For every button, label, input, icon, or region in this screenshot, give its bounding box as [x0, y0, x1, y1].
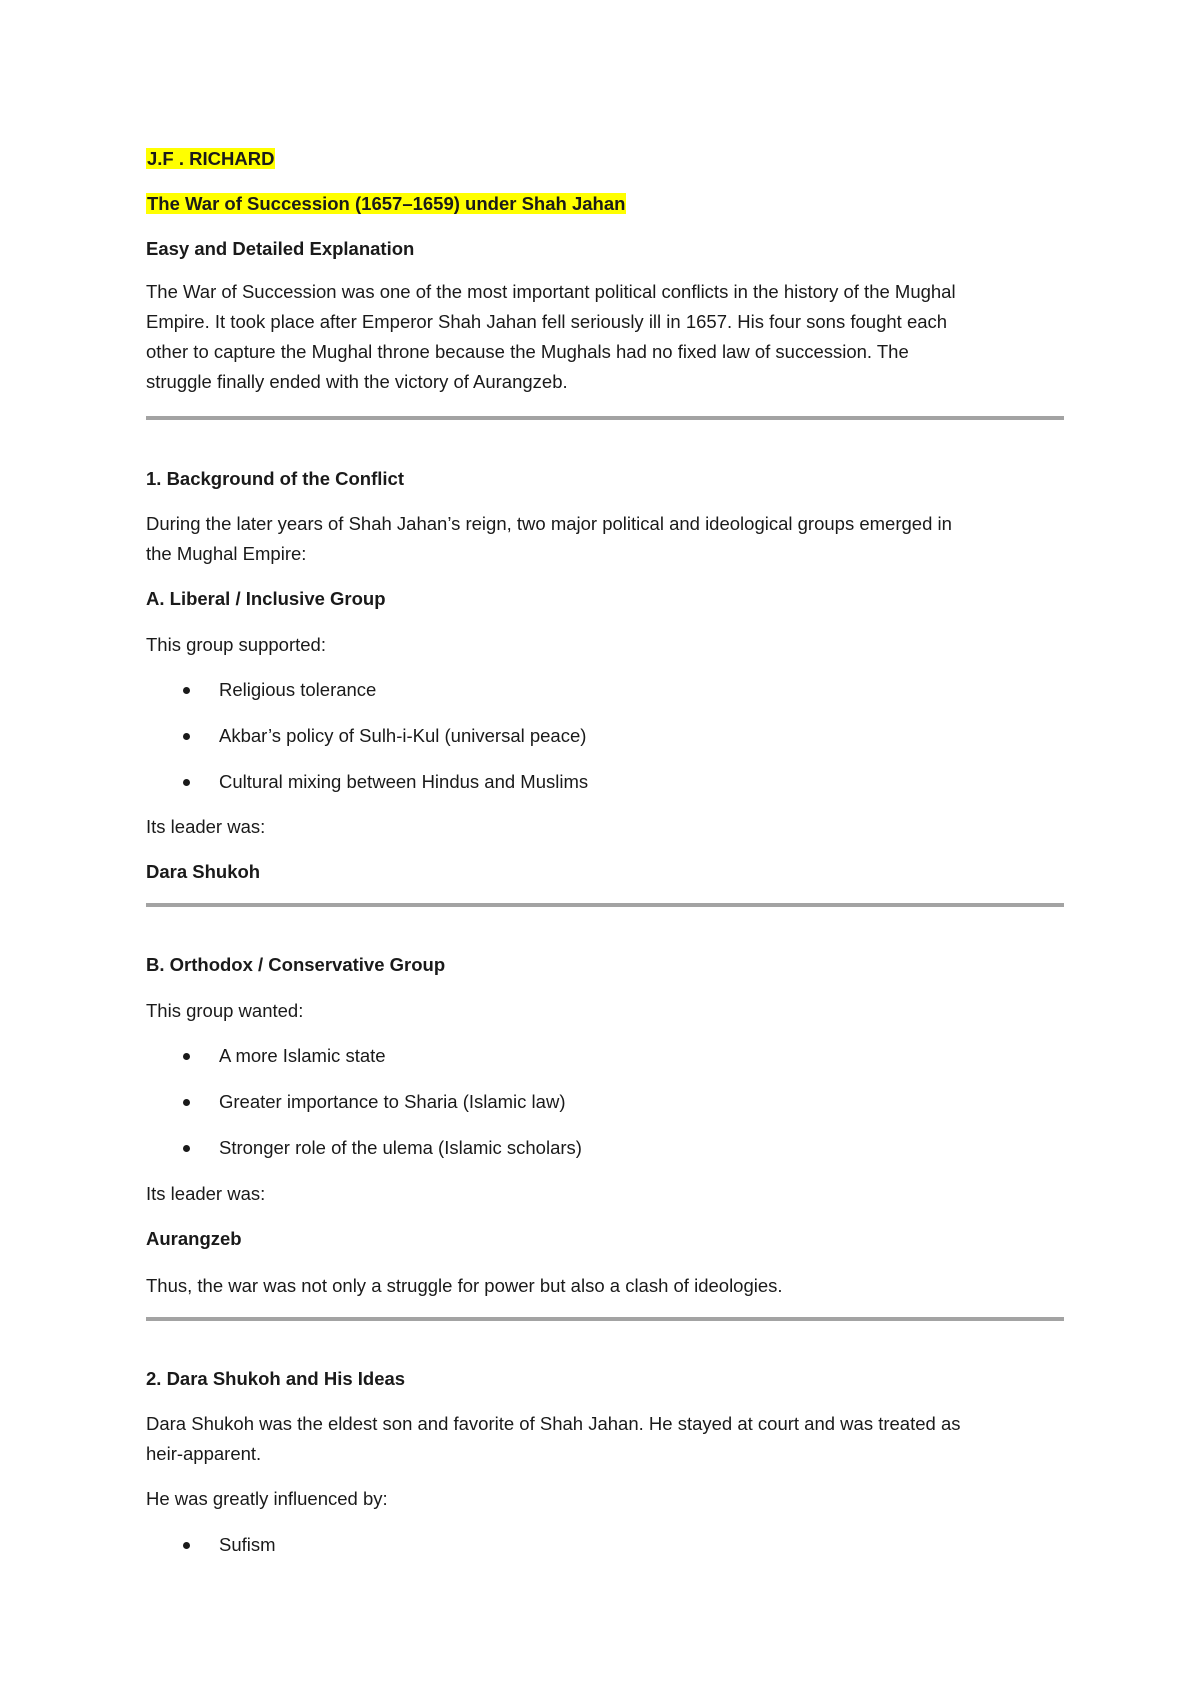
bullet-icon [183, 1145, 190, 1152]
author-name: J.F . RICHARD [147, 148, 275, 169]
list-item: Sufism [146, 1530, 1064, 1560]
list-item: Stronger role of the ulema (Islamic scholars) [146, 1133, 1064, 1163]
document-title: The War of Succession (1657–1659) under Shah Jahan [147, 193, 626, 214]
paragraph-line: the Mughal Empire: [146, 543, 307, 564]
list-item: A more Islamic state [146, 1041, 1064, 1071]
conclusion-text: Thus, the war was not only a struggle for power but also a clash of ideologies. [146, 1275, 783, 1296]
intro-line: The War of Succession was one of the most important political conflicts in the history of the Mughal [146, 281, 956, 302]
leader-name: Aurangzeb [146, 1228, 242, 1249]
list-item: Religious tolerance [146, 675, 1064, 705]
bullet-icon [183, 687, 190, 694]
list-item: Akbar’s policy of Sulh-i-Kul (universal peace) [146, 721, 1064, 751]
bullet-list [146, 675, 1064, 797]
paragraph-line: Dara Shukoh was the eldest son and favorite of Shah Jahan. He stayed at court and was treated as [146, 1413, 961, 1434]
bullet-list [146, 1530, 1064, 1560]
list-lead: This group supported: [146, 634, 326, 655]
list-item: Greater importance to Sharia (Islamic law) [146, 1087, 1064, 1117]
bullet-icon [183, 1099, 190, 1106]
section-divider [146, 416, 1064, 420]
intro-line: Empire. It took place after Emperor Shah Jahan fell seriously ill in 1657. His four sons fought each [146, 311, 948, 332]
bullet-icon [183, 1542, 190, 1549]
intro-line: struggle finally ended with the victory of Aurangzeb. [146, 371, 568, 392]
section-heading: 1. Background of the Conflict [146, 468, 404, 489]
bullet-icon [183, 779, 190, 786]
section-paragraph [146, 509, 1064, 569]
leader-name: Dara Shukoh [146, 861, 261, 882]
intro-paragraph [146, 277, 1064, 397]
leader-label: Its leader was: [146, 816, 266, 837]
list-lead: He was greatly influenced by: [146, 1488, 388, 1509]
list-lead: This group wanted: [146, 1000, 304, 1021]
list-item: Cultural mixing between Hindus and Muslims [146, 767, 1064, 797]
paragraph-line: heir-apparent. [146, 1443, 262, 1464]
bullet-icon [183, 1053, 190, 1060]
section-divider [146, 1317, 1064, 1321]
subsection-heading: B. Orthodox / Conservative Group [146, 954, 446, 975]
document-subtitle: Easy and Detailed Explanation [146, 238, 415, 259]
subsection-heading: A. Liberal / Inclusive Group [146, 588, 386, 609]
section-heading: 2. Dara Shukoh and His Ideas [146, 1368, 406, 1389]
bullet-icon [183, 733, 190, 740]
section-paragraph [146, 1409, 1064, 1469]
paragraph-line: During the later years of Shah Jahan’s reign, two major political and ideological groups emerged in [146, 513, 952, 534]
bullet-list [146, 1041, 1064, 1163]
leader-label: Its leader was: [146, 1183, 266, 1204]
section-divider [146, 903, 1064, 907]
intro-line: other to capture the Mughal throne because the Mughals had no fixed law of succession. The [146, 341, 909, 362]
